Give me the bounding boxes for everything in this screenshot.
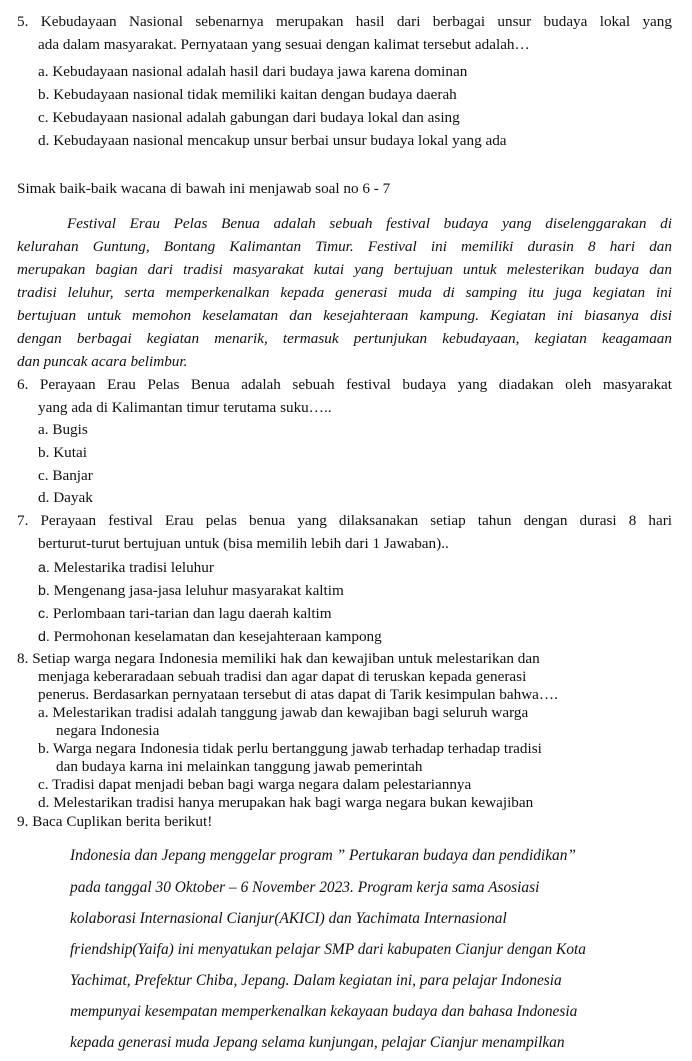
question-7-option-c-label: c.	[38, 606, 50, 622]
question-6-option-a: a. Bugis	[38, 421, 88, 438]
news-excerpt-line-5: Yachimat, Prefektur Chiba, Jepang. Dalam kegiatan ini, para pelajar Indonesia	[70, 972, 562, 989]
question-7-text-line-1: 7. Perayaan festival Erau pelas benua yang dilaksanakan setiap tahun dengan durasi 8 hari	[17, 512, 672, 529]
question-7-option-d	[38, 627, 382, 647]
question-7-option-a	[38, 558, 214, 578]
news-excerpt-line-6: mempunyai kesempatan memperkenalkan kekayaan budaya dan bahasa Indonesia	[70, 1003, 578, 1020]
news-excerpt-line-4: friendship(Yaifa) ini menyatukan pelajar SMP dari kabupaten Cianjur dengan Kota	[70, 941, 586, 958]
question-7-option-a-text: Melestarika tradisi leluhur	[53, 559, 214, 576]
news-excerpt-line-1: Indonesia dan Jepang menggelar program ” Pertukaran budaya dan pendidikan”	[70, 847, 576, 864]
question-8-option-b-line-1: b. Warga negara Indonesia tidak perlu bertanggung jawab terhadap terhadap tradisi	[38, 740, 542, 757]
passage-line-1: Festival Erau Pelas Benua adalah sebuah festival budaya yang diselenggarakan di	[67, 215, 672, 232]
question-5-option-a: a. Kebudayaan nasional adalah hasil dari budaya jawa karena dominan	[38, 63, 468, 80]
question-5-option-b: b. Kebudayaan nasional tidak memiliki kaitan dengan budaya daerah	[38, 86, 457, 103]
question-6-text-line-1: 6. Perayaan Erau Pelas Benua adalah sebuah festival budaya yang diadakan oleh masyarakat	[17, 376, 672, 393]
question-7-option-b-label: b.	[38, 583, 50, 599]
passage-line-3: merupakan bagian dari tradisi masyarakat kutai yang bertujuan untuk melesterikan budaya dan	[17, 261, 672, 278]
passage-line-4: tradisi leluhur, serta memperkenalkan kepada generasi muda di samping itu juga kegiatan ini	[17, 284, 672, 301]
question-8-option-b-line-2: dan budaya karna ini melainkan tanggung jawab pemerintah	[56, 758, 423, 775]
passage-line-7: dan puncak acara belimbur.	[17, 353, 188, 370]
question-7-option-d-label: d.	[38, 629, 50, 645]
passage-line-6: dengan berbagai kegiatan menarik, termasuk pertunjukan kebudayaan, kegiatan keagamaan	[17, 330, 672, 347]
question-7-option-a-label: a.	[38, 560, 50, 576]
question-5-option-c: c. Kebudayaan nasional adalah gabungan dari budaya lokal dan asing	[38, 109, 460, 126]
question-6-option-c: c. Banjar	[38, 467, 93, 484]
question-8-option-c: c. Tradisi dapat menjadi beban bagi warga negara dalam pelestariannya	[38, 776, 472, 793]
news-excerpt-line-7: kepada generasi muda Jepang selama kunjungan, pelajar Cianjur menampilkan	[70, 1034, 565, 1051]
question-8-text-line-1: 8. Setiap warga negara Indonesia memiliki hak dan kewajiban untuk melestarikan dan	[17, 650, 540, 667]
question-6-text-line-2: yang ada di Kalimantan timur terutama suku…..	[38, 399, 332, 416]
question-5-option-d: d. Kebudayaan nasional mencakup unsur berbai unsur budaya lokal yang ada	[38, 132, 507, 149]
question-5-text-line-2: ada dalam masyarakat. Pernyataan yang sesuai dengan kalimat tersebut adalah…	[38, 36, 530, 53]
question-8-option-a-line-2: negara Indonesia	[56, 722, 160, 739]
question-5-text-line-1: 5. Kebudayaan Nasional sebenarnya merupakan hasil dari berbagai unsur budaya lokal yang	[17, 13, 672, 30]
question-7-option-c	[38, 604, 332, 624]
question-7-option-c-text: Perlombaan tari-tarian dan lagu daerah kaltim	[52, 605, 332, 622]
passage-line-5: bertujuan untuk memohon keselamatan dan kesejahteraan kampung. Kegiatan ini biasanya disi	[17, 307, 672, 324]
passage-line-2: kelurahan Guntung, Bontang Kalimantan Timur. Festival ini memiliki durasin 8 hari dan	[17, 238, 672, 255]
question-8-text-line-3: penerus. Berdasarkan pernyataan tersebut di atas dapat di Tarik kesimpulan bahwa….	[38, 686, 558, 703]
question-7-option-d-text: Permohonan keselamatan dan kesejahteraan kampong	[53, 628, 382, 645]
question-7-option-b	[38, 581, 344, 601]
question-6-option-d: d. Dayak	[38, 489, 93, 506]
question-7-text-line-2: berturut-turut bertujuan untuk (bisa memilih lebih dari 1 Jawaban)..	[38, 535, 449, 552]
question-8-option-d: d. Melestarikan tradisi hanya merupakan hak bagi warga negara bukan kewajiban	[38, 794, 534, 811]
news-excerpt-line-3: kolaborasi Internasional Cianjur(AKICI) dan Yachimata Internasional	[70, 910, 507, 927]
news-excerpt-line-2: pada tanggal 30 Oktober – 6 November 2023. Program kerja sama Asosiasi	[70, 879, 540, 896]
question-8-text-line-2: menjaga keberaradaan sebuah tradisi dan agar dapat di teruskan kepada generasi	[38, 668, 527, 685]
question-8-option-a-line-1: a. Melestarikan tradisi adalah tanggung jawab dan kewajiban bagi seluruh warga	[38, 704, 529, 721]
question-6-option-b: b. Kutai	[38, 444, 87, 461]
reading-instruction: Simak baik-baik wacana di bawah ini menjawab soal no 6 - 7	[17, 180, 391, 197]
question-9-text: 9. Baca Cuplikan berita berikut!	[17, 813, 213, 830]
question-7-option-b-text: Mengenang jasa-jasa leluhur masyarakat kaltim	[53, 582, 344, 599]
